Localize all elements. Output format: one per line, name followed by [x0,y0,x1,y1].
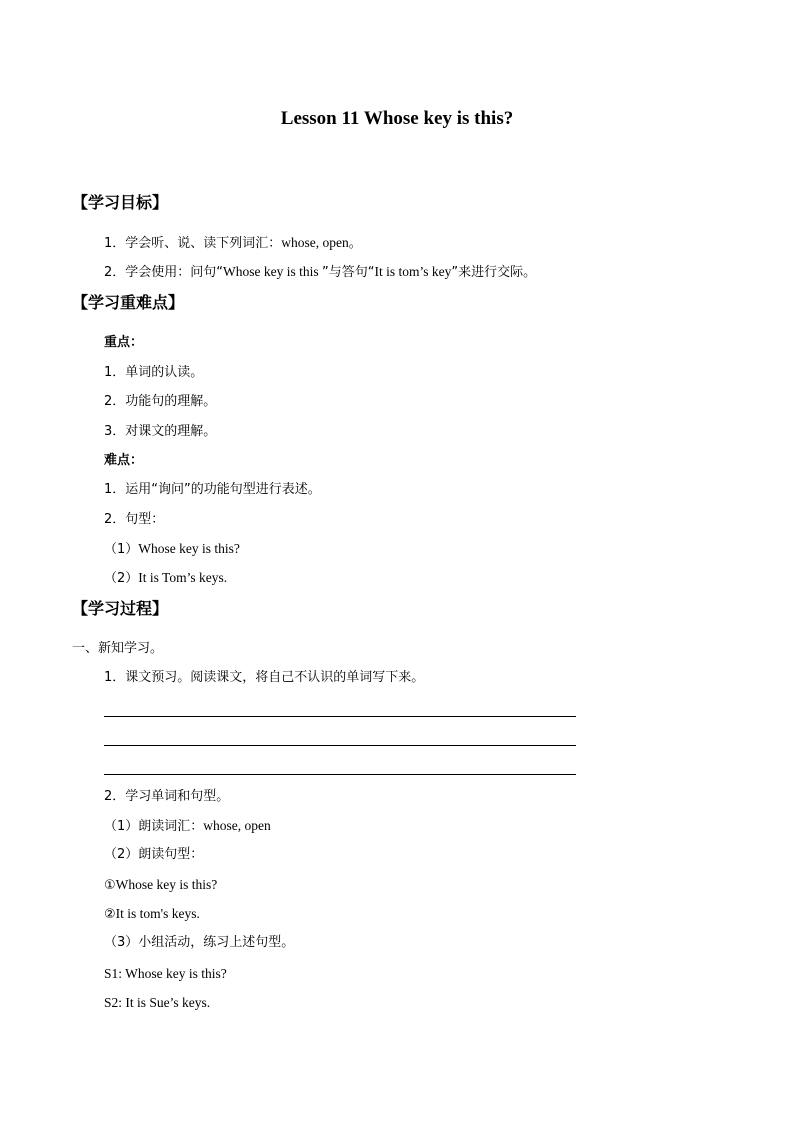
difficulty-item-2: 2．句型： [104,512,165,527]
dialogue-s2-text: S2: It is Sue’s keys. [104,995,211,1010]
keypoints-heading: 【学习重难点】 [72,293,185,312]
objective-2-text: 2．学会使用：问句“ [104,265,224,280]
read-words-list: whose, open [203,818,271,833]
sentence-pattern-1 [104,542,240,556]
step-2: 2．学习单词和句型。 [104,789,230,804]
objective-1-end: 。 [348,236,362,251]
sentence-1-number: （1） [104,542,139,557]
answer-line [104,716,576,717]
sentence-2-text: It is Tom’s keys. [138,570,228,585]
pattern-item-1 [104,878,217,892]
objective-item-1 [104,236,362,250]
read-sentences: （2）朗读句型： [104,847,204,862]
focus-item: 1．单词的认读。 [104,365,204,380]
objective-item-2 [104,265,536,279]
circled-number-2: ② [104,907,116,922]
objective-2-end: ”来进行交际。 [451,265,537,280]
focus-label: 重点： [104,335,144,350]
sentence-1-text: Whose key is this? [138,541,240,556]
objective-2-question: Whose key is this [223,264,323,279]
focus-item: 2．功能句的理解。 [104,394,217,409]
dialogue-line-s2 [104,996,210,1010]
objective-2-mid: ”与答句“ [322,265,375,280]
answer-line [104,774,576,775]
pattern-1-text: Whose key is this? [115,877,218,892]
answer-line [104,745,576,746]
focus-item: 3．对课文的理解。 [104,424,217,439]
sentence-2-number: （2） [104,571,139,586]
sentence-pattern-2 [104,571,227,585]
read-words [104,819,271,833]
section-new-learning: 一、新知学习。 [72,641,164,656]
difficulty-label: 难点： [104,453,144,468]
circled-number-1: ① [104,878,116,893]
step-1: 1．课文预习。阅读课文，将自己不认识的单词写下来。 [104,670,425,685]
pattern-2-text: It is tom's keys. [115,906,200,921]
objective-1-words: whose, open [281,235,349,250]
objective-2-answer: It is tom’s key [374,264,452,279]
dialogue-s1-text: S1: Whose key is this? [104,966,227,981]
process-heading: 【学习过程】 [72,599,169,618]
group-activity: （3）小组活动，练习上述句型。 [104,935,295,950]
read-words-label: （1）朗读词汇： [104,819,204,834]
pattern-item-2 [104,907,200,921]
objective-1-text: 1．学会听、说、读下列词汇： [104,236,282,251]
difficulty-item-1: 1．运用“询问”的功能句型进行表述。 [104,482,321,497]
objectives-heading: 【学习目标】 [72,193,169,212]
dialogue-line-s1 [104,967,227,981]
page-title: Lesson 11 Whose key is this? [280,108,514,129]
